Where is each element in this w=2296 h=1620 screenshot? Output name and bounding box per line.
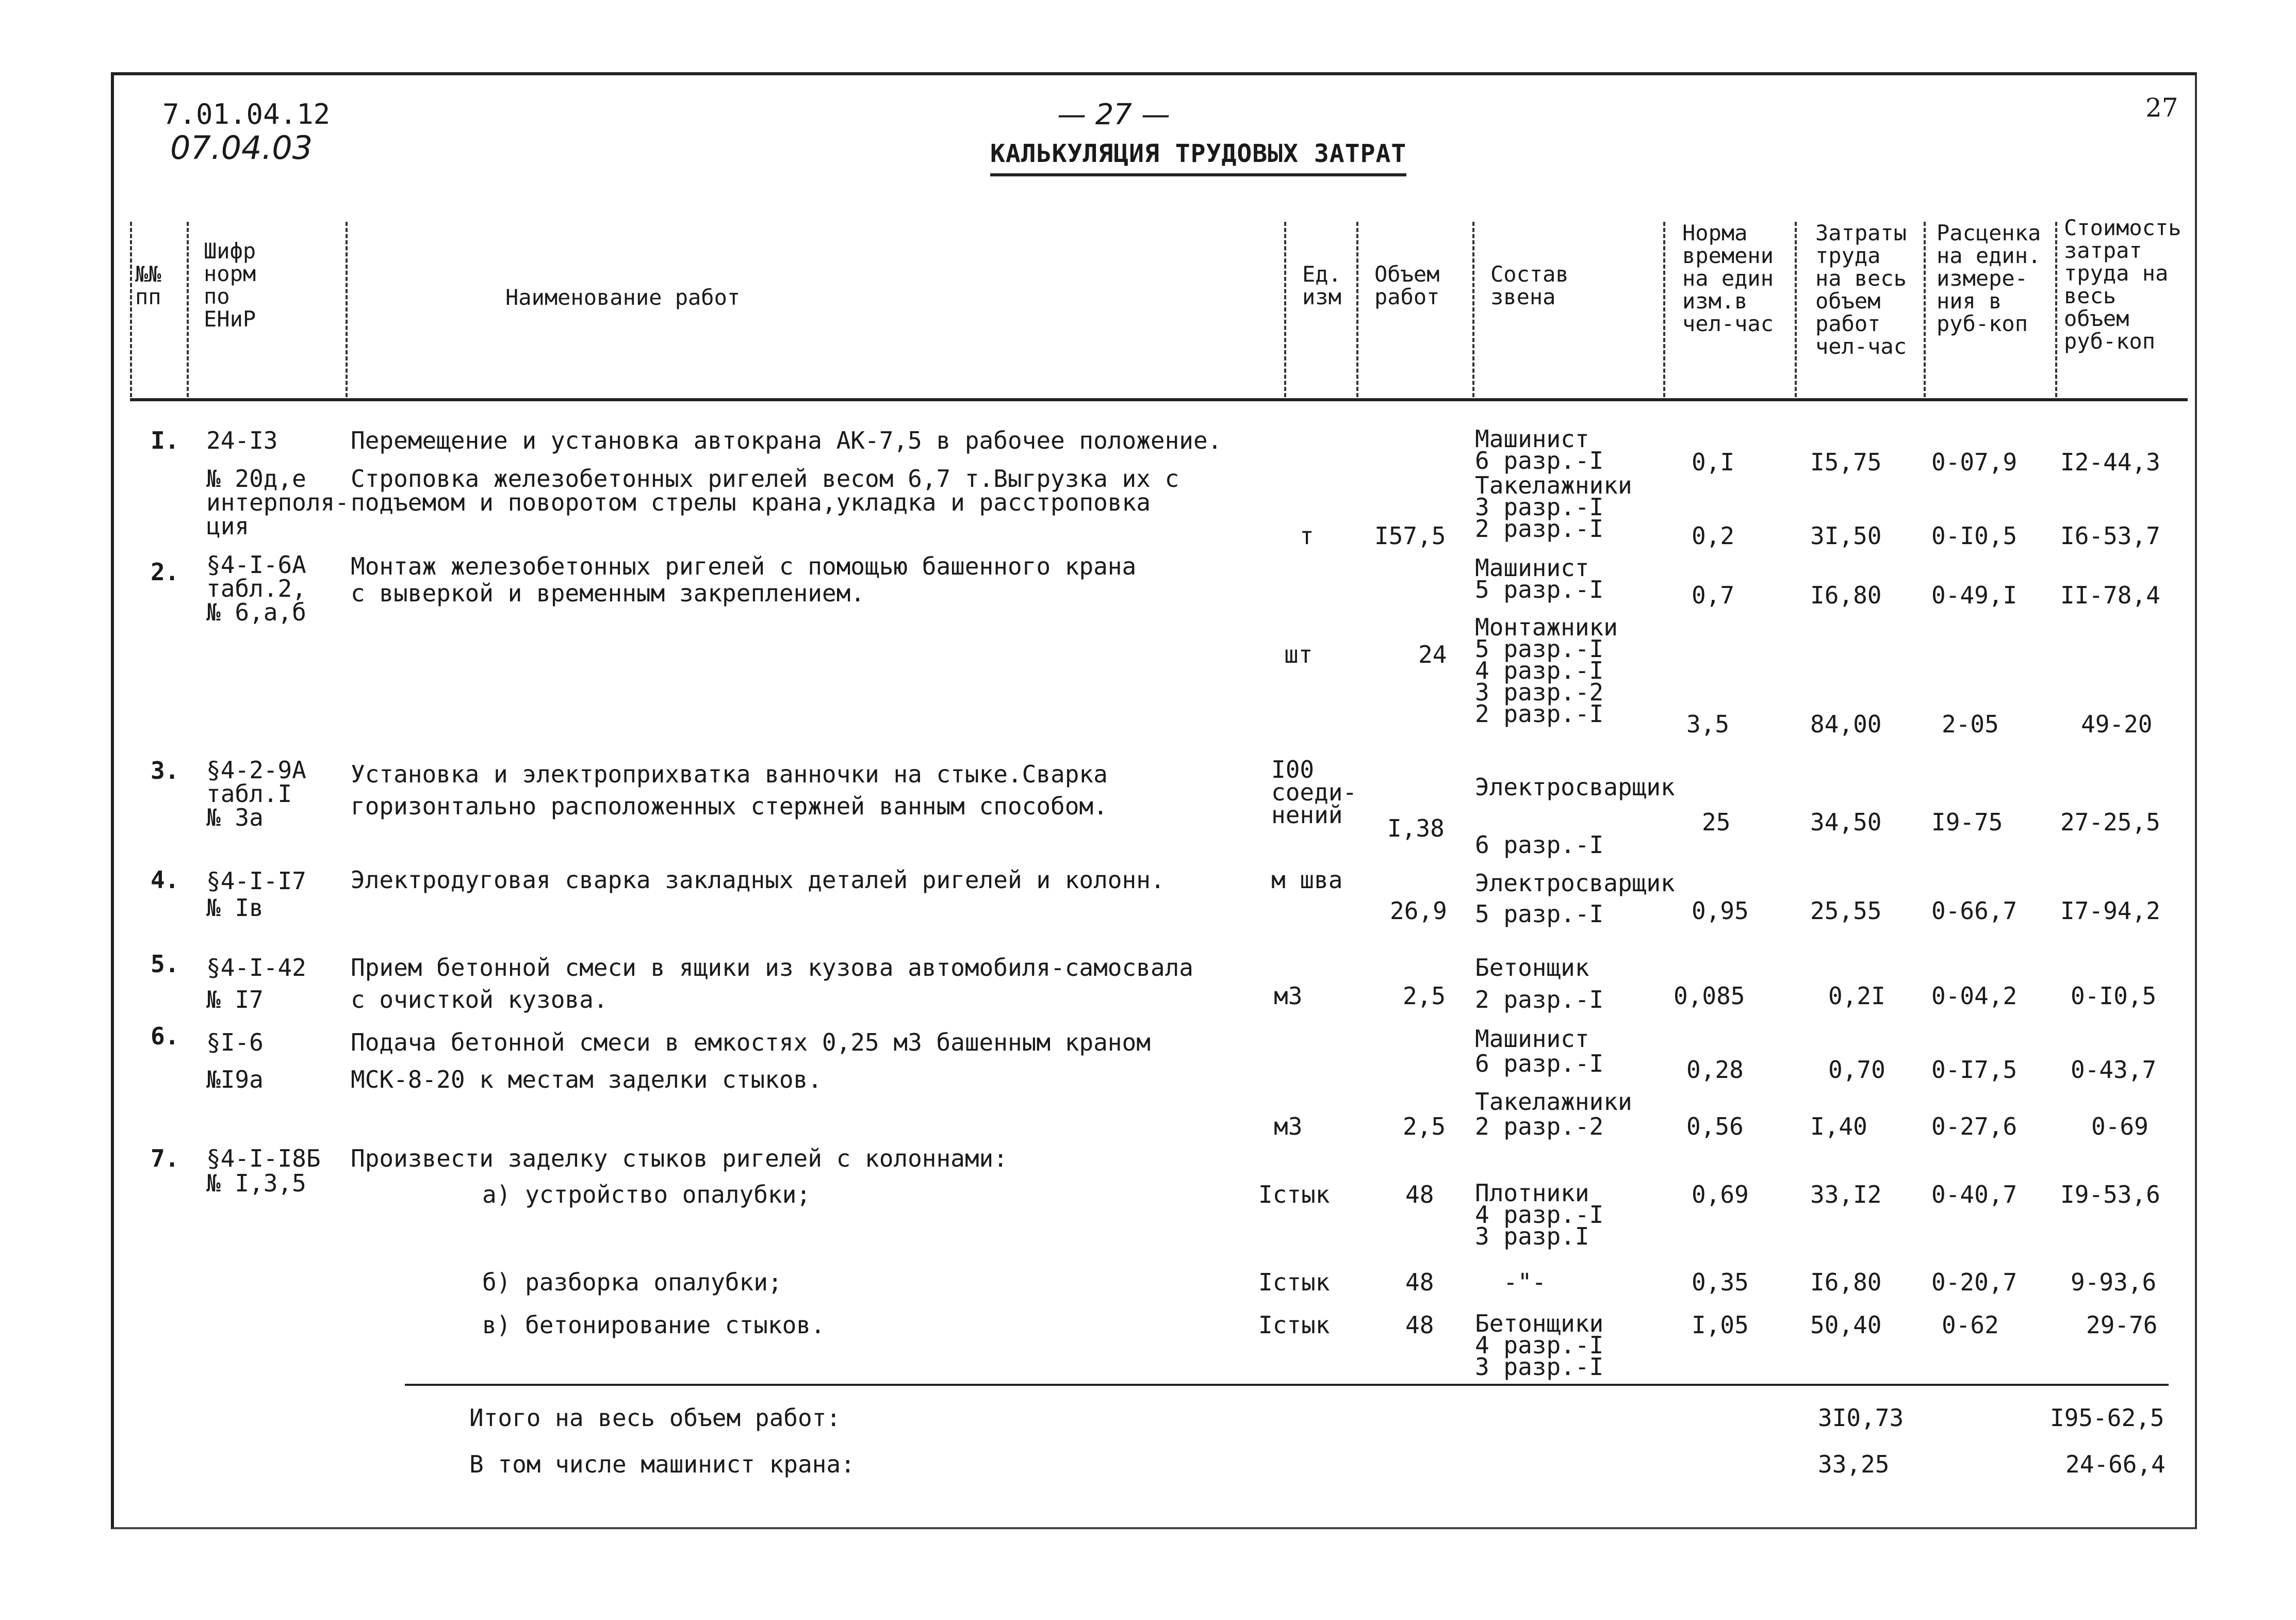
row-name: Электродуговая сварка закладных деталей ригелей и колонн. — [351, 866, 1165, 894]
header-name: Наименование работ — [505, 285, 741, 310]
row-labor: I6,80 — [1810, 1268, 1882, 1296]
header-unit: Ед. изм — [1302, 261, 1341, 309]
row-cipher: §4-I-42 № I7 — [206, 954, 306, 1013]
row-crew: Плотники 4 разр.-I 3 разр.I — [1475, 1179, 1604, 1250]
col-divider — [130, 222, 132, 397]
header-norm: Норма времени на един изм.в чел-час — [1682, 220, 1774, 336]
col-divider — [2055, 222, 2057, 397]
col-divider — [1284, 222, 1286, 397]
row-volume: I,38 — [1387, 814, 1445, 842]
row-norm: 25 — [1702, 808, 1731, 836]
row-unit: м3 — [1274, 982, 1303, 1010]
row-num: 2. — [151, 558, 179, 586]
header-labor: Затраты труда на весь объем работ чел-час — [1815, 220, 1907, 359]
row-norm: 0,56 — [1686, 1112, 1744, 1140]
row-cost: 27-25,5 — [2060, 808, 2160, 836]
row-crew: Монтажники 5 разр.-I 4 разр.-I 3 разр.-2 2 разр.-I — [1475, 613, 1618, 728]
document-code: 7.01.04.12 — [162, 98, 331, 130]
row-cipher: §4-I-I8Б № I,3,5 — [206, 1144, 321, 1197]
row-name: Перемещение и установка автокрана АК-7,5 в рабочее положение. — [351, 427, 1222, 454]
row-norm: 0,7 — [1692, 581, 1735, 609]
page-title: КАЛЬКУЛЯЦИЯ ТРУДОВЫХ ЗАТРАТ — [990, 139, 1406, 176]
row-name: Произвести заделку стыков ригелей с колоннами: — [351, 1144, 1008, 1172]
row-num: I. — [151, 427, 179, 454]
row-rate: I9-75 — [1931, 808, 2003, 836]
row-unit: Iстык — [1258, 1311, 1330, 1339]
row-rate: 0-04,2 — [1931, 982, 2018, 1010]
row-crew: Бетонщик 2 разр.-I — [1475, 954, 1604, 1013]
header-crew: Состав звена — [1490, 261, 1569, 309]
row-cipher: № 20д,е интерполя- ция — [206, 465, 349, 540]
col-divider — [1924, 222, 1926, 397]
row-cost: 9-93,6 — [2071, 1268, 2157, 1296]
col-divider — [1472, 222, 1474, 397]
row-name: Строповка железобетонных ригелей весом 6,7 т.Выгрузка их с подъемом и поворотом стрелы крана,укладка и расстроповка — [351, 465, 1179, 516]
row-rate: 0-62 — [1942, 1311, 1999, 1339]
row-cipher: §I-6 №I9а — [206, 1028, 264, 1093]
row-cost: 29-76 — [2086, 1311, 2158, 1339]
row-norm: 3,5 — [1686, 710, 1730, 738]
row-crew: Машинист 6 разр.-I — [1475, 1025, 1604, 1077]
row-rate: 0-40,7 — [1931, 1181, 2018, 1208]
row-norm: 0,28 — [1686, 1056, 1744, 1084]
row-name: Прием бетонной смеси в ящики из кузова автомобиля-самосвала с очисткой кузова. — [351, 954, 1193, 1013]
row-cost: 0-43,7 — [2071, 1056, 2157, 1084]
row-norm: 0,35 — [1692, 1268, 1749, 1296]
row-labor: 50,40 — [1810, 1311, 1882, 1339]
row-cost: I6-53,7 — [2060, 522, 2160, 550]
row-rate: 0-07,9 — [1931, 448, 2018, 476]
row-name: Монтаж железобетонных ригелей с помощью башенного крана с выверкой и временным закреплением. — [351, 552, 1137, 607]
row-name: Установка и электроприхватка ванночки на стыке.Сварка горизонтально расположенных стержней ванным способом. — [351, 760, 1108, 820]
row-rate: 2-05 — [1942, 710, 1999, 738]
row-crew: Электросварщик 5 разр.-I — [1475, 869, 1675, 928]
row-unit: Iстык — [1258, 1268, 1330, 1296]
total-cost: I95-62,5 — [2050, 1404, 2164, 1432]
row-norm: I,05 — [1692, 1311, 1749, 1339]
row-crew: Электросварщик 6 разр.-I — [1475, 773, 1675, 859]
row-volume: 48 — [1405, 1181, 1434, 1208]
document-code-handwritten: 07.04.03 — [170, 129, 313, 167]
row-unit: шт — [1284, 641, 1313, 668]
total-cost: 24-66,4 — [2065, 1450, 2166, 1478]
row-cost: 0-69 — [2091, 1112, 2149, 1140]
row-unit: I00 соеди- нений — [1271, 756, 1357, 829]
header-volume: Объем работ — [1374, 261, 1440, 309]
row-labor: 25,55 — [1810, 897, 1882, 925]
row-crew: Машинист 6 разр.-I — [1475, 425, 1604, 474]
page-number-center: — 27 — — [1057, 98, 1170, 132]
header-rate: Расценка на един. измере- ния в руб-коп — [1937, 220, 2041, 336]
row-volume: 48 — [1405, 1311, 1434, 1339]
col-divider — [1795, 222, 1797, 397]
row-rate: 0-27,6 — [1931, 1112, 2018, 1140]
row-name: б) разборка опалубки; — [482, 1268, 782, 1296]
col-divider — [1356, 222, 1358, 397]
row-crew: Такелажники 3 разр.-I 2 разр.-I — [1475, 471, 1632, 543]
col-divider — [187, 222, 189, 397]
row-cost: I7-94,2 — [2060, 897, 2160, 925]
row-num: 5. — [151, 950, 179, 978]
row-num: 4. — [151, 866, 179, 894]
row-labor: I5,75 — [1810, 448, 1882, 476]
page-number-right: 27 — [2145, 93, 2178, 123]
total-labor: 3I0,73 — [1818, 1404, 1904, 1432]
row-cipher: §4-I-I7 № Iв — [206, 867, 306, 922]
row-labor: I6,80 — [1810, 581, 1882, 609]
row-cost: I9-53,6 — [2060, 1181, 2160, 1208]
row-num: 6. — [151, 1022, 179, 1050]
row-norm: 0,2 — [1692, 522, 1735, 550]
row-name: Подача бетонной смеси в емкостях 0,25 м3 башенным краном МСК-8-20 к местам заделки стыков. — [351, 1028, 1151, 1093]
row-num: 3. — [151, 757, 179, 784]
row-crew: -"- — [1503, 1268, 1547, 1296]
row-cost: I2-44,3 — [2060, 448, 2160, 476]
row-crew: Бетонщики 4 разр.-I 3 разр.-I — [1475, 1310, 1604, 1381]
row-cipher: 24-I3 — [206, 427, 278, 454]
row-crew: Такелажники 2 разр.-2 — [1475, 1088, 1632, 1140]
row-rate: 0-20,7 — [1931, 1268, 2018, 1296]
row-volume: I57,5 — [1374, 522, 1446, 550]
row-unit: т — [1300, 522, 1314, 550]
row-num: 7. — [151, 1144, 179, 1172]
row-cost: 49-20 — [2081, 710, 2153, 738]
row-name: в) бетонирование стыков. — [482, 1311, 825, 1339]
header-num: №№ пп — [135, 261, 161, 309]
row-rate: 0-I0,5 — [1931, 522, 2018, 550]
row-labor: I,40 — [1810, 1112, 1867, 1140]
header-cost: Стоимость затрат труда на весь объем руб-коп — [2064, 215, 2182, 354]
row-norm: 0,69 — [1692, 1181, 1749, 1208]
row-name: а) устройство опалубки; — [482, 1181, 811, 1208]
header-cipher: Шифр норм по ЕНиР — [204, 238, 256, 332]
total-label: Итого на весь объем работ: — [469, 1404, 841, 1432]
row-labor: 0,70 — [1828, 1056, 1885, 1084]
row-rate: 0-49,I — [1931, 581, 2018, 609]
row-crew: Машинист 5 разр.-I — [1475, 554, 1604, 603]
row-unit: м3 — [1274, 1112, 1303, 1140]
row-rate: 0-66,7 — [1931, 897, 2018, 925]
row-norm: 0,085 — [1674, 982, 1745, 1010]
row-norm: 0,I — [1692, 448, 1735, 476]
row-volume: 2,5 — [1403, 982, 1446, 1010]
row-unit: м шва — [1271, 866, 1343, 894]
row-labor: 84,00 — [1810, 710, 1882, 738]
row-unit: Iстык — [1258, 1181, 1330, 1208]
row-rate: 0-I7,5 — [1931, 1056, 2018, 1084]
col-divider — [1663, 222, 1665, 397]
col-divider — [346, 222, 348, 397]
row-cost: 0-I0,5 — [2071, 982, 2157, 1010]
row-volume: 48 — [1405, 1268, 1434, 1296]
row-cipher: §4-I-6А табл.2, № 6,а,б — [206, 551, 306, 626]
row-cost: II-78,4 — [2060, 581, 2160, 609]
row-cipher: §4-2-9А табл.I № 3а — [206, 756, 306, 831]
header-separator — [130, 398, 2188, 401]
totals-separator — [405, 1384, 2169, 1386]
row-volume: 24 — [1418, 641, 1447, 668]
row-norm: 0,95 — [1692, 897, 1749, 925]
total-label: В том числе машинист крана: — [469, 1450, 855, 1478]
row-labor: 3I,50 — [1810, 522, 1882, 550]
row-labor: 34,50 — [1810, 808, 1882, 836]
row-labor: 0,2I — [1828, 982, 1885, 1010]
row-labor: 33,I2 — [1810, 1181, 1882, 1208]
row-volume: 2,5 — [1403, 1112, 1446, 1140]
total-labor: 33,25 — [1818, 1450, 1890, 1478]
row-volume: 26,9 — [1390, 897, 1447, 925]
